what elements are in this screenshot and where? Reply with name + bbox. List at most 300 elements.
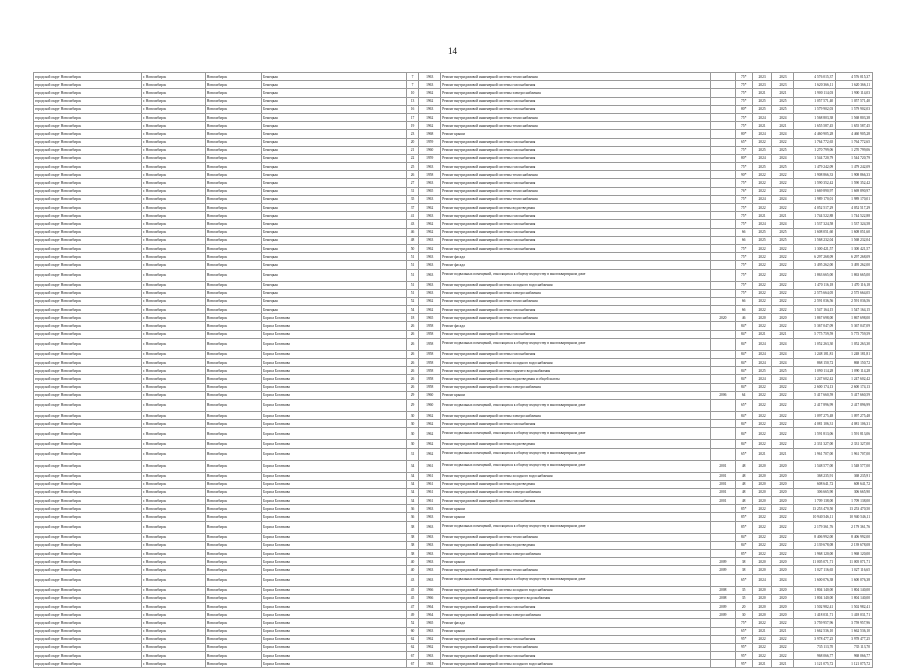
cell-plan-year-start: 2022 (752, 391, 772, 399)
cell-plan-year-end: 2023 (772, 73, 794, 81)
cell-city: Новосибирск (205, 428, 261, 440)
cell-plan-year-start: 2022 (752, 428, 772, 440)
cell-city: Новосибирск (205, 541, 261, 549)
cell-cost: 1 502 982,41 (794, 602, 836, 610)
page-number: 14 (448, 46, 457, 56)
cell-wear-percent: 65* (735, 627, 752, 635)
cell-total-cost: 1 863 665,00 (836, 269, 873, 281)
table-row (34, 105, 873, 113)
cell-total-cost: 1 568 232,04 (836, 236, 873, 244)
cell-city: Новосибирск (205, 269, 261, 281)
cell-wear-percent: 80* (735, 130, 752, 138)
table-row (34, 550, 873, 558)
cell-total-cost: 2 179 361,76 (836, 521, 873, 533)
cell-total-cost: 368 235,91 (836, 472, 873, 480)
cell-cost: 10 940 546,11 (794, 513, 836, 521)
cell-last-repair-year (711, 619, 736, 627)
cell-plan-year-start: 2020 (752, 488, 772, 496)
cell-work-type: Ремонт фасада (441, 322, 711, 330)
cell-municipality: городской округ Новосибирск (34, 228, 142, 236)
cell-settlement: г. Новосибирск (141, 81, 205, 89)
cell-work-type: Ремонт внутридомовой инженерной системы водоотведения (441, 440, 711, 448)
cell-city: Новосибирск (205, 375, 261, 383)
cell-settlement: г. Новосибирск (141, 113, 205, 121)
cell-plan-year-start: 2022 (752, 411, 772, 419)
cell-cost: 1 989 170,01 (794, 195, 836, 203)
cell-plan-year-end: 2020 (772, 480, 794, 488)
cell-house-number: 26 (406, 350, 418, 358)
table-row (34, 204, 873, 212)
cell-street: Бориса Богаткова (262, 602, 407, 610)
cell-build-year: 1963 (419, 558, 441, 566)
cell-plan-year-start: 2022 (752, 420, 772, 428)
table-row (34, 420, 873, 428)
cell-settlement: г. Новосибирск (141, 635, 205, 643)
table-row (34, 350, 873, 358)
cell-total-cost: 1 502 982,41 (836, 602, 873, 610)
cell-street: Бежецкая (262, 146, 407, 154)
cell-settlement: г. Новосибирск (141, 660, 205, 668)
cell-total-cost: 6 297 268,09 (836, 253, 873, 261)
cell-municipality: городской округ Новосибирск (34, 187, 142, 195)
cell-house-number: 21 (406, 146, 418, 154)
cell-plan-year-end: 2023 (772, 81, 794, 89)
cell-settlement: г. Новосибирск (141, 261, 205, 269)
cell-municipality: городской округ Новосибирск (34, 105, 142, 113)
cell-work-type: Ремонт внутридомовой инженерной системы газоснабжения (441, 602, 711, 610)
cell-settlement: г. Новосибирск (141, 505, 205, 513)
cell-city: Новосибирск (205, 391, 261, 399)
cell-work-type: Ремонт внутридомовой инженерной системы газоснабжения (441, 244, 711, 252)
cell-settlement: г. Новосибирск (141, 171, 205, 179)
cell-last-repair-year (711, 297, 736, 305)
table-row (34, 428, 873, 440)
cell-wear-percent: 75* (735, 122, 752, 130)
cell-city: Новосибирск (205, 602, 261, 610)
cell-settlement: г. Новосибирск (141, 338, 205, 350)
cell-cost: 2 417 896,99 (794, 399, 836, 411)
table-row (34, 619, 873, 627)
cell-plan-year-end: 2020 (772, 472, 794, 480)
cell-city: Новосибирск (205, 314, 261, 322)
cell-last-repair-year (711, 244, 736, 252)
cell-house-number: 19 (406, 122, 418, 130)
cell-total-cost: 1 418 031,71 (836, 611, 873, 619)
cell-last-repair-year (711, 420, 736, 428)
cell-street: Бориса Богаткова (262, 541, 407, 549)
cell-wear-percent: 38 (735, 558, 752, 566)
cell-city: Новосибирск (205, 281, 261, 289)
cell-plan-year-start: 2021 (752, 89, 772, 97)
cell-cost: 1 544 720,79 (794, 154, 836, 162)
cell-settlement: г. Новосибирск (141, 541, 205, 549)
cell-municipality: городской округ Новосибирск (34, 521, 142, 533)
cell-plan-year-start: 2020 (752, 460, 772, 472)
cell-city: Новосибирск (205, 383, 261, 391)
cell-last-repair-year (711, 179, 736, 187)
cell-wear-percent: 84* (735, 383, 752, 391)
cell-city: Новосибирск (205, 289, 261, 297)
cell-last-repair-year (711, 643, 736, 651)
cell-total-cost: 1 608 051,60 (836, 228, 873, 236)
cell-street: Бежецкая (262, 97, 407, 105)
cell-street: Бежецкая (262, 204, 407, 212)
cell-total-cost: 1 900 114,03 (836, 89, 873, 97)
cell-plan-year-start: 2022 (752, 179, 772, 187)
cell-wear-percent: 75* (735, 619, 752, 627)
cell-wear-percent: 95* (735, 660, 752, 668)
cell-wear-percent: 30 (735, 611, 752, 619)
cell-wear-percent: 48 (735, 460, 752, 472)
cell-plan-year-start: 2020 (752, 594, 772, 602)
cell-street: Бориса Богаткова (262, 314, 407, 322)
cell-work-type: Ремонт внутридомовой инженерной системы газоснабжения (441, 228, 711, 236)
cell-cost: 3 759 957,96 (794, 619, 836, 627)
cell-last-repair-year (711, 505, 736, 513)
table-body (34, 73, 873, 668)
cell-street: Бежецкая (262, 73, 407, 81)
cell-work-type: Ремонт внутридомовой инженерной системы газоснабжения (441, 105, 711, 113)
cell-plan-year-start: 2025 (752, 367, 772, 375)
cell-municipality: городской округ Новосибирск (34, 297, 142, 305)
cell-cost: 4 576 015,37 (794, 73, 836, 81)
cell-wear-percent: 75* (735, 113, 752, 121)
cell-settlement: г. Новосибирск (141, 281, 205, 289)
cell-cost: 6 297 268,09 (794, 253, 836, 261)
cell-last-repair-year (711, 350, 736, 358)
cell-plan-year-end: 2022 (772, 171, 794, 179)
cell-settlement: г. Новосибирск (141, 154, 205, 162)
cell-street: Бежецкая (262, 297, 407, 305)
cell-plan-year-end: 2025 (772, 97, 794, 105)
cell-build-year: 1963 (419, 566, 441, 574)
cell-plan-year-end: 2024 (772, 154, 794, 162)
cell-street: Бориса Богаткова (262, 660, 407, 668)
cell-wear-percent: 75* (735, 289, 752, 297)
cell-wear-percent: 48 (735, 480, 752, 488)
cell-cost: 1 600 076,38 (794, 574, 836, 586)
cell-wear-percent: 84* (735, 428, 752, 440)
cell-settlement: г. Новосибирск (141, 472, 205, 480)
cell-plan-year-end: 2022 (772, 281, 794, 289)
cell-municipality: городской округ Новосибирск (34, 367, 142, 375)
cell-build-year: 1958 (419, 350, 441, 358)
cell-build-year: 1962 (419, 440, 441, 448)
cell-house-number: 52 (406, 619, 418, 627)
cell-cost: 1 479 242,09 (794, 163, 836, 171)
cell-plan-year-end: 2022 (772, 550, 794, 558)
cell-municipality: городской округ Новосибирск (34, 383, 142, 391)
table-row (34, 391, 873, 399)
cell-build-year: 1963 (419, 212, 441, 220)
cell-street: Бориса Богаткова (262, 505, 407, 513)
cell-city: Новосибирск (205, 660, 261, 668)
cell-street: Бориса Богаткова (262, 472, 407, 480)
table-row (34, 314, 873, 322)
cell-house-number: 49 (406, 611, 418, 619)
cell-wear-percent: 76* (735, 187, 752, 195)
cell-work-type: Ремонт внутридомовой инженерной системы газоснабжения (441, 635, 711, 643)
cell-plan-year-end: 2022 (772, 179, 794, 187)
cell-city: Новосибирск (205, 480, 261, 488)
cell-wear-percent: 66 (735, 306, 752, 314)
cell-wear-percent: 66 (735, 297, 752, 305)
cell-work-type: Ремонт крыши (441, 513, 711, 521)
cell-municipality: городской округ Новосибирск (34, 146, 142, 154)
cell-build-year: 1960 (419, 391, 441, 399)
cell-work-type: Ремонт крыши (441, 391, 711, 399)
cell-plan-year-end: 2022 (772, 322, 794, 330)
cell-city: Новосибирск (205, 643, 261, 651)
cell-plan-year-start: 2022 (752, 281, 772, 289)
cell-wear-percent: 75* (735, 281, 752, 289)
cell-total-cost: 10 940 546,11 (836, 513, 873, 521)
cell-plan-year-start: 2025 (752, 105, 772, 113)
cell-last-repair-year (711, 163, 736, 171)
cell-last-repair-year (711, 550, 736, 558)
cell-work-type: Ремонт внутридомовой инженерной системы теплоснабжения (441, 195, 711, 203)
cell-house-number: 62 (406, 643, 418, 651)
cell-wear-percent: 95* (735, 643, 752, 651)
cell-build-year: 1961 (419, 497, 441, 505)
cell-total-cost: 1 052 263,30 (836, 338, 873, 350)
cell-work-type: Ремонт внутридомовой инженерной системы холодного водоснабжения (441, 359, 711, 367)
cell-work-type: Ремонт внутридомовой инженерной системы газоснабжения (441, 652, 711, 660)
cell-city: Новосибирск (205, 220, 261, 228)
cell-work-type: Ремонт внутридомовой инженерной системы газоснабжения (441, 420, 711, 428)
cell-city: Новосибирск (205, 204, 261, 212)
cell-total-cost: 1 057 571,40 (836, 97, 873, 105)
cell-total-cost: 2 331 327,00 (836, 440, 873, 448)
cell-total-cost: 306 665,90 (836, 488, 873, 496)
cell-house-number: 16 (406, 105, 418, 113)
cell-cost: 2 591 036,56 (794, 297, 836, 305)
cell-municipality: городской округ Новосибирск (34, 428, 142, 440)
cell-work-type: Ремонт внутридомовой инженерной системы горячего водоснабжения (441, 594, 711, 602)
cell-municipality: городской округ Новосибирск (34, 602, 142, 610)
cell-city: Новосибирск (205, 350, 261, 358)
cell-plan-year-start: 2023 (752, 81, 772, 89)
cell-plan-year-start: 2025 (752, 163, 772, 171)
cell-street: Бежецкая (262, 89, 407, 97)
cell-work-type: Ремонт внутридомовой инженерной системы теплоснабжения (441, 566, 711, 574)
cell-cost: 968 066,77 (794, 652, 836, 660)
cell-plan-year-start: 2021 (752, 122, 772, 130)
cell-total-cost: 1 300 421,57 (836, 244, 873, 252)
cell-work-type: Ремонт крыши (441, 627, 711, 635)
cell-total-cost: 1 662 536,10 (836, 627, 873, 635)
cell-wear-percent: 75* (735, 146, 752, 154)
cell-plan-year-end: 2020 (772, 558, 794, 566)
cell-plan-year-end: 2022 (772, 541, 794, 549)
cell-work-type: Ремонт крыши (441, 505, 711, 513)
cell-settlement: г. Новосибирск (141, 383, 205, 391)
cell-plan-year-end: 2025 (772, 236, 794, 244)
cell-build-year: 1961 (419, 488, 441, 496)
cell-city: Новосибирск (205, 652, 261, 660)
cell-municipality: городской округ Новосибирск (34, 338, 142, 350)
cell-street: Бориса Богаткова (262, 383, 407, 391)
cell-plan-year-end: 2024 (772, 195, 794, 203)
cell-cost: 4 460 905,28 (794, 130, 836, 138)
cell-work-type: Ремонт внутридомовой инженерной системы электроснабжения (441, 289, 711, 297)
cell-work-type: Ремонт внутридомовой инженерной системы газоснабжения (441, 236, 711, 244)
cell-house-number: 34 (406, 497, 418, 505)
cell-cost: 4 052 517,29 (794, 204, 836, 212)
cell-work-type: Ремонт внутридомовой инженерной системы водоотведения и общей шахты (441, 375, 711, 383)
cell-street: Бориса Богаткова (262, 322, 407, 330)
cell-last-repair-year (711, 146, 736, 154)
cell-plan-year-end: 2020 (772, 460, 794, 472)
cell-plan-year-start: 2021 (752, 212, 772, 220)
cell-last-repair-year (711, 322, 736, 330)
cell-plan-year-end: 2022 (772, 289, 794, 297)
cell-street: Бориса Богаткова (262, 619, 407, 627)
cell-cost: 1 270 799,06 (794, 146, 836, 154)
cell-municipality: городской округ Новосибирск (34, 130, 142, 138)
cell-house-number: 40 (406, 558, 418, 566)
cell-plan-year-end: 2021 (772, 212, 794, 220)
cell-city: Новосибирск (205, 505, 261, 513)
cell-plan-year-start: 2025 (752, 146, 772, 154)
cell-municipality: городской округ Новосибирск (34, 635, 142, 643)
cell-settlement: г. Новосибирск (141, 195, 205, 203)
cell-work-type: Ремонт подвальных помещений, относящихся к общему имуществу в многоквартирном доме (441, 574, 711, 586)
table-row (34, 281, 873, 289)
cell-street: Бежецкая (262, 138, 407, 146)
cell-house-number: 13 (406, 97, 418, 105)
cell-build-year: 1963 (419, 513, 441, 521)
table-row (34, 643, 873, 651)
cell-house-number: 52 (406, 297, 418, 305)
cell-build-year: 1963 (419, 73, 441, 81)
cell-municipality: городской округ Новосибирск (34, 269, 142, 281)
cell-build-year: 1963 (419, 236, 441, 244)
cell-street: Бориса Богаткова (262, 635, 407, 643)
cell-build-year: 1962 (419, 204, 441, 212)
cell-total-cost: 1 590 352,42 (836, 179, 873, 187)
cell-plan-year-start: 2024 (752, 350, 772, 358)
cell-plan-year-start: 2022 (752, 399, 772, 411)
cell-settlement: г. Новосибирск (141, 244, 205, 252)
cell-street: Бежецкая (262, 171, 407, 179)
cell-build-year: 1958 (419, 322, 441, 330)
cell-street: Бориса Богаткова (262, 411, 407, 419)
cell-house-number: 50 (406, 244, 418, 252)
cell-city: Новосибирск (205, 367, 261, 375)
cell-house-number: 22 (406, 154, 418, 162)
cell-plan-year-start: 2022 (752, 513, 772, 521)
cell-wear-percent: 75* (735, 244, 752, 252)
cell-plan-year-start: 2021 (752, 627, 772, 635)
cell-settlement: г. Новосибирск (141, 253, 205, 261)
table-row (34, 480, 873, 488)
cell-street: Бежецкая (262, 306, 407, 314)
cell-last-repair-year (711, 627, 736, 635)
cell-total-cost: 1 655 587,45 (836, 122, 873, 130)
cell-plan-year-end: 2022 (772, 306, 794, 314)
cell-total-cost: 1 744 522,88 (836, 212, 873, 220)
cell-house-number: 26 (406, 359, 418, 367)
table-row (34, 330, 873, 338)
cell-cost: 1 744 522,88 (794, 212, 836, 220)
cell-build-year: 1963 (419, 533, 441, 541)
table-row (34, 448, 873, 460)
cell-build-year: 1959 (419, 138, 441, 146)
cell-wear-percent: 75* (735, 81, 752, 89)
cell-city: Новосибирск (205, 611, 261, 619)
cell-cost: 1 764 772,65 (794, 138, 836, 146)
cell-plan-year-start: 2022 (752, 440, 772, 448)
cell-house-number: 18 (406, 314, 418, 322)
cell-city: Новосибирск (205, 81, 261, 89)
cell-plan-year-end: 2020 (772, 594, 794, 602)
cell-work-type: Ремонт подвальных помещений, относящихся к общему имуществу в многоквартирном доме (441, 460, 711, 472)
cell-total-cost: 868 150,72 (836, 359, 873, 367)
cell-plan-year-end: 2022 (772, 269, 794, 281)
cell-street: Бориса Богаткова (262, 513, 407, 521)
table-row (34, 228, 873, 236)
cell-municipality: городской округ Новосибирск (34, 195, 142, 203)
cell-house-number: 48 (406, 236, 418, 244)
cell-plan-year-start: 2024 (752, 359, 772, 367)
table-row (34, 253, 873, 261)
cell-cost: 1 709 138,00 (794, 497, 836, 505)
cell-house-number: 26 (406, 171, 418, 179)
cell-street: Бориса Богаткова (262, 420, 407, 428)
cell-settlement: г. Новосибирск (141, 289, 205, 297)
cell-plan-year-end: 2022 (772, 297, 794, 305)
table-row (34, 97, 873, 105)
cell-plan-year-end: 2021 (772, 330, 794, 338)
cell-municipality: городской округ Новосибирск (34, 594, 142, 602)
cell-wear-percent: 85* (735, 513, 752, 521)
cell-build-year: 1962 (419, 643, 441, 651)
cell-municipality: городской округ Новосибирск (34, 513, 142, 521)
cell-last-repair-year: 2008 (711, 594, 736, 602)
cell-plan-year-end: 2024 (772, 113, 794, 121)
cell-street: Бориса Богаткова (262, 330, 407, 338)
cell-wear-percent: 85* (735, 505, 752, 513)
cell-city: Новосибирск (205, 521, 261, 533)
cell-build-year: 1962 (419, 122, 441, 130)
cell-city: Новосибирск (205, 89, 261, 97)
cell-house-number: 7 (406, 73, 418, 81)
cell-work-type: Ремонт внутридомовой инженерной системы газоснабжения (441, 81, 711, 89)
cell-plan-year-start: 2024 (752, 130, 772, 138)
cell-plan-year-start: 2020 (752, 566, 772, 574)
cell-build-year: 1962 (419, 635, 441, 643)
cell-last-repair-year: 2001 (711, 472, 736, 480)
cell-municipality: городской округ Новосибирск (34, 488, 142, 496)
cell-house-number: 29 (406, 399, 418, 411)
cell-wear-percent: 84* (735, 350, 752, 358)
cell-total-cost: 1 908 866,33 (836, 171, 873, 179)
cell-city: Новосибирск (205, 97, 261, 105)
cell-plan-year-end: 2020 (772, 586, 794, 594)
cell-build-year: 1960 (419, 399, 441, 411)
table-row (34, 220, 873, 228)
cell-total-cost: 1 989 170,01 (836, 195, 873, 203)
cell-plan-year-end: 2020 (772, 314, 794, 322)
cell-last-repair-year (711, 154, 736, 162)
cell-street: Бориса Богаткова (262, 611, 407, 619)
cell-last-repair-year (711, 195, 736, 203)
cell-plan-year-end: 2025 (772, 228, 794, 236)
cell-settlement: г. Новосибирск (141, 146, 205, 154)
cell-plan-year-start: 2024 (752, 195, 772, 203)
cell-work-type: Ремонт внутридомовой инженерной системы электроснабжения (441, 611, 711, 619)
